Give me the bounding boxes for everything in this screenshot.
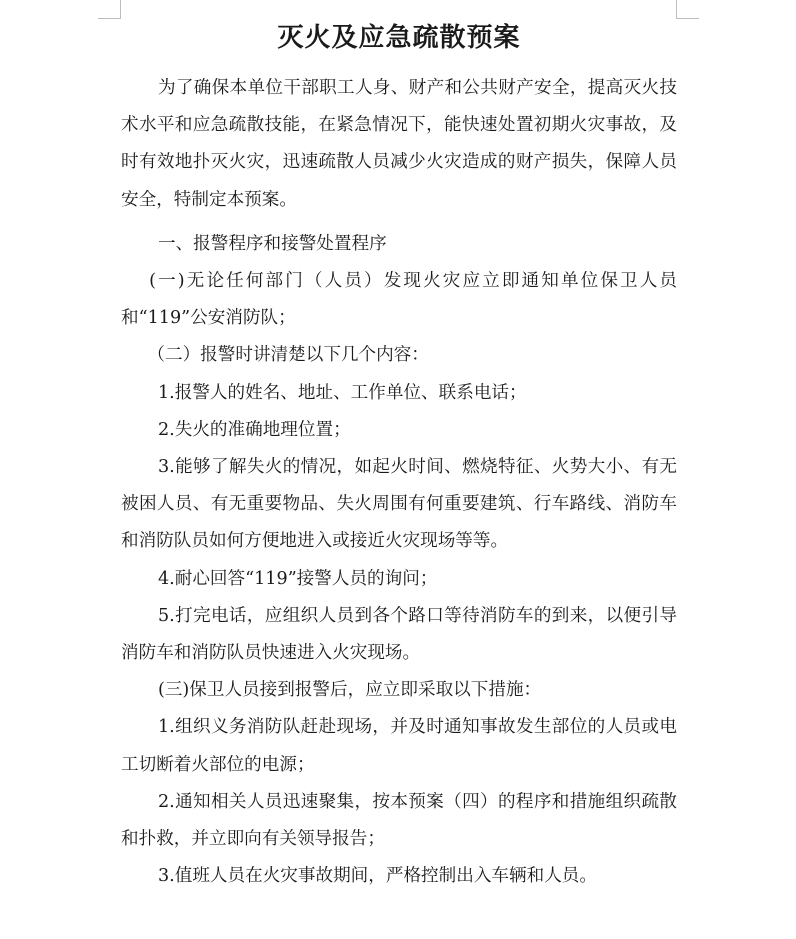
document-body xyxy=(121,70,677,895)
paragraph: (三)保卫人员接到报警后，应立即采取以下措施： xyxy=(157,680,542,701)
document-title: 灭火及应急疏散预案 xyxy=(277,23,521,53)
paragraph: 5.打完电话，应组织人员到各个路口等待消防车的到来，以便引导消防车和消防队员快速进入火灾现场。 xyxy=(121,605,677,664)
paragraph: 1.组织义务消防队赶赴现场，并及时通知事故发生部位的人员或电工切断着火部位的电源； xyxy=(121,717,677,775)
paragraph: 3.能够了解失火的情况，如起火时间、燃烧特征、火势大小、有无被困人员、有无重要物品、失火周围有何重要建筑、行车路线、消防车和消防队员如何方便地进入或接近火灾现场等等。 xyxy=(121,457,677,552)
paragraph: 3.值班人员在火灾事故期间，严格控制出入车辆和人员。 xyxy=(157,866,597,887)
paragraph: 2.通知相关人员迅速聚集，按本预案（四）的程序和措施组织疏散和扑救，并立即向有关领导报告； xyxy=(121,791,677,850)
paragraph: （二）报警时讲清楚以下几个内容： xyxy=(147,345,429,366)
paragraph: (一)无论任何部门（人员）发现火灾应立即通知单位保卫人员和“119”公安消防队； xyxy=(121,271,677,329)
crop-mark-top-right xyxy=(676,0,699,19)
paragraph: 2.失火的准确地理位置； xyxy=(157,419,351,440)
crop-mark-top-left xyxy=(98,0,121,19)
paragraph: 4.耐心回答“119”接警人员的询问； xyxy=(157,568,438,589)
paragraph: 一、报警程序和接警处置程序 xyxy=(157,233,387,254)
paragraph: 为了确保本单位干部职工人身、财产和公共财产安全，提高灭火技术水平和应急疏散技能，在紧急情况下，能快速处置初期火灾事故，及时有效地扑灭火灾，迅速疏散人员减少火灾造成的财产损失，保障人员安全，特制定本预案。 xyxy=(121,78,677,210)
paragraph: 1.报警人的姓名、地址、工作单位、联系电话； xyxy=(157,382,527,403)
